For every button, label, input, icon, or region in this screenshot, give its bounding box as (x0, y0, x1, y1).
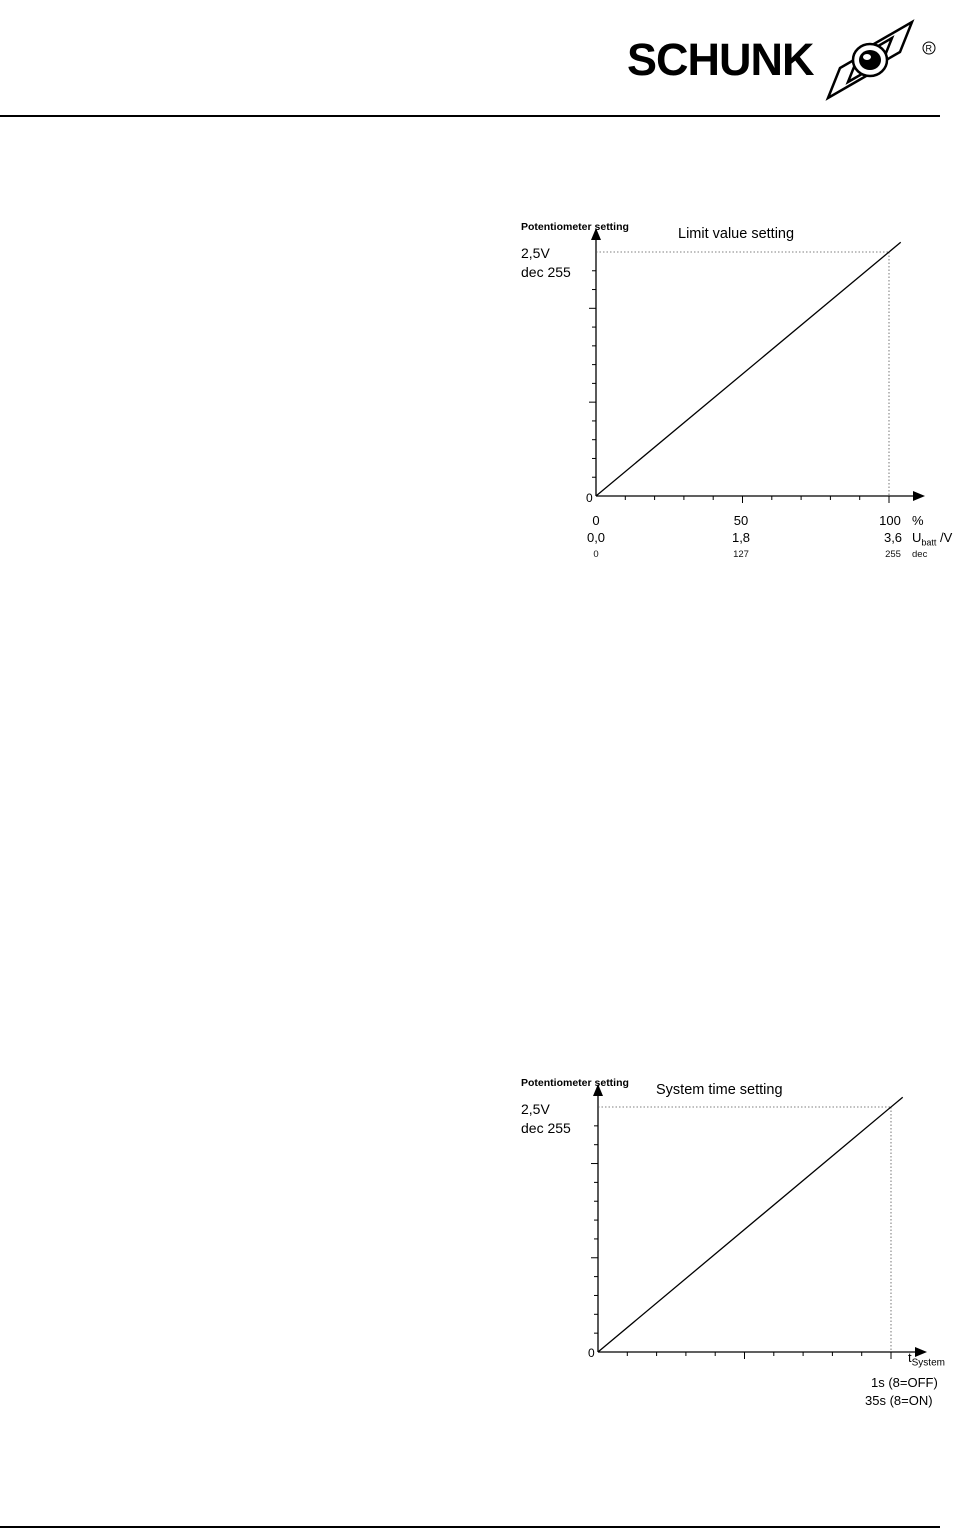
series-line (598, 1097, 903, 1352)
header-rule (0, 115, 940, 117)
svg-text:SCHUNK: SCHUNK (627, 34, 814, 85)
x-tick-percent-100: 100 (879, 513, 901, 528)
x-axis-arrow (913, 491, 925, 501)
origin-label: 0 (588, 1346, 595, 1360)
series-line (596, 242, 901, 496)
x-unit-dec: dec (912, 549, 928, 560)
limit-value-chart (480, 210, 962, 580)
y-axis-label: Potentiometer setting (521, 1077, 629, 1089)
origin-label: 0 (586, 491, 593, 505)
x-end-label-off: 1s (8=OFF) (871, 1375, 938, 1390)
x-unit-ubatt: $U_{batt}$ /V (912, 530, 953, 548)
x-tick-percent-50: 50 (733, 513, 749, 528)
x-tick-percent-0: 0 (592, 513, 600, 528)
chart-title: Limit value setting (678, 226, 795, 242)
y-axis-label: Potentiometer setting (521, 221, 629, 233)
x-end-label-on: 35s (8=ON) (865, 1393, 933, 1408)
x-tick-dec-255: 255 (885, 549, 901, 560)
x-tick-dec-127: 127 (733, 549, 749, 560)
chart-title: System time setting (656, 1082, 783, 1098)
y-top-label-volts: 2,5V (521, 245, 550, 261)
y-top-label-volts: 2,5V (521, 1101, 550, 1117)
footer-rule (0, 1526, 940, 1528)
schunk-logo (625, 10, 945, 105)
x-tick-volt-2: 3,6 (883, 530, 903, 545)
x-tick-volt-1: 1,8 (731, 530, 751, 545)
x-axis-label-tsystem: $t_{System}$ (908, 1350, 945, 1369)
y-top-label-dec: dec 255 (521, 264, 571, 280)
y-top-label-dec: dec 255 (521, 1120, 571, 1136)
x-unit-percent: % (912, 513, 924, 528)
x-tick-dec-0: 0 (593, 549, 599, 560)
svg-text:R: R (925, 43, 932, 54)
system-time-chart (480, 1066, 962, 1416)
x-tick-volt-0: 0,0 (586, 530, 606, 545)
